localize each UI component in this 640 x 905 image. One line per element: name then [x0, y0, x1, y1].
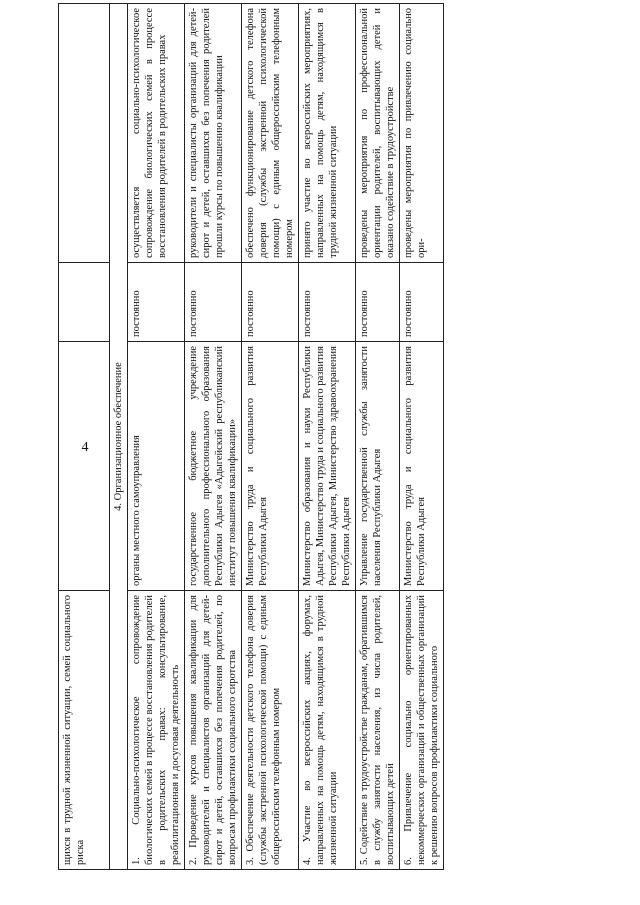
table-row — [299, 4, 356, 870]
executor-cell: Министерство образования и науки Республики Адыгея, Министерство труда и социального развития Республики Адыгея, Министерство здравоохранения Республики Адыгея — [299, 342, 356, 591]
section-title: 4. Организационное обеспечение — [110, 4, 128, 870]
page-number: 4 — [81, 440, 89, 455]
activity-cell: 6. Привлечение социально ориентированных некоммерческих организаций и общественных организаций к решению вопросов профилактики социального — [400, 591, 444, 870]
rotated-table-container — [58, 8, 578, 870]
activity-cell: 4. Участие во всероссийских акциях, форумах, направленных на помощь детям, находящимся в трудной жизненной ситуации — [299, 591, 356, 870]
result-cell: осуществляется социально-психологическое сопровождение биологических семей в процессе восстановления родителей в родительских правах — [128, 4, 185, 263]
table-row — [400, 4, 444, 870]
result-cell: руководители и специалисты организаций для детей-сирот и детей, оставшихся без попечения родителей прошли курсы по повышению квалификации — [185, 4, 242, 263]
executor-cell: органы местного самоуправления — [128, 342, 185, 591]
executor-cell: государственное бюджетное учреждение дополнительного профессионального образования Республики Адыгея «Адыгейский республиканский институт повышения квалификации» — [185, 342, 242, 591]
executor-cell: Управление государственной службы занятости населения Республики Адыгея — [356, 342, 400, 591]
empty-cell — [59, 263, 110, 342]
term-cell: постоянно — [128, 263, 185, 342]
table-row — [185, 4, 242, 870]
term-cell: постоянно — [356, 263, 400, 342]
empty-cell — [59, 4, 110, 263]
activity-cell: 5. Содействие в трудоустройстве гражданам, обратившимся в службу занятости населения, из числа родителей, воспитывающих детей — [356, 591, 400, 870]
result-cell: обеспечено функционирование детского телефона доверия (службы экстренной психологической помощи) с единым общероссийским телефонным номером — [242, 4, 299, 263]
table-row — [128, 4, 185, 870]
activities-table — [58, 3, 444, 870]
term-cell: постоянно — [185, 263, 242, 342]
result-cell: проведены мероприятия по привлечению социально ори- — [400, 4, 444, 263]
activity-cell: 1. Социально-психологическое сопровождение биологических семей в процессе восстановления родителей в родительских правах: консультирование, реабилитационная и досуговая деятельность — [128, 591, 185, 870]
section-header-row — [110, 4, 128, 870]
executor-cell: Министерство труда и социального развития Республики Адыгея — [242, 342, 299, 591]
result-cell: проведены мероприятия по профессиональной ориентации родителей, воспитывающих детей и оказано содействие в трудоустройстве — [356, 4, 400, 263]
table-row — [242, 4, 299, 870]
term-cell: постоянно — [242, 263, 299, 342]
table-row — [356, 4, 400, 870]
term-cell: постоянно — [400, 263, 444, 342]
table-row — [59, 4, 110, 870]
result-cell: принято участие во всероссийских мероприятиях, направленных на помощь детям, находящимся в трудной жизненной ситуации — [299, 4, 356, 263]
activity-cell: 3. Обеспечение деятельности детского телефона доверия (службы экстренной психологической помощи) с единым общероссийским телефонным номером — [242, 591, 299, 870]
executor-cell: Министерство труда и социального развития Республики Адыгея — [400, 342, 444, 591]
activity-cell: 2. Проведение курсов повышения квалификации для руководителей и специалистов организаций для детей-сирот и детей, оставшихся без попечения родителей, по вопросам профилактики социального сиротства — [185, 591, 242, 870]
continuation-cell: щихся в трудной жизненной ситуации, семей социального риска — [59, 591, 110, 870]
term-cell: постоянно — [299, 263, 356, 342]
empty-cell — [59, 342, 110, 591]
